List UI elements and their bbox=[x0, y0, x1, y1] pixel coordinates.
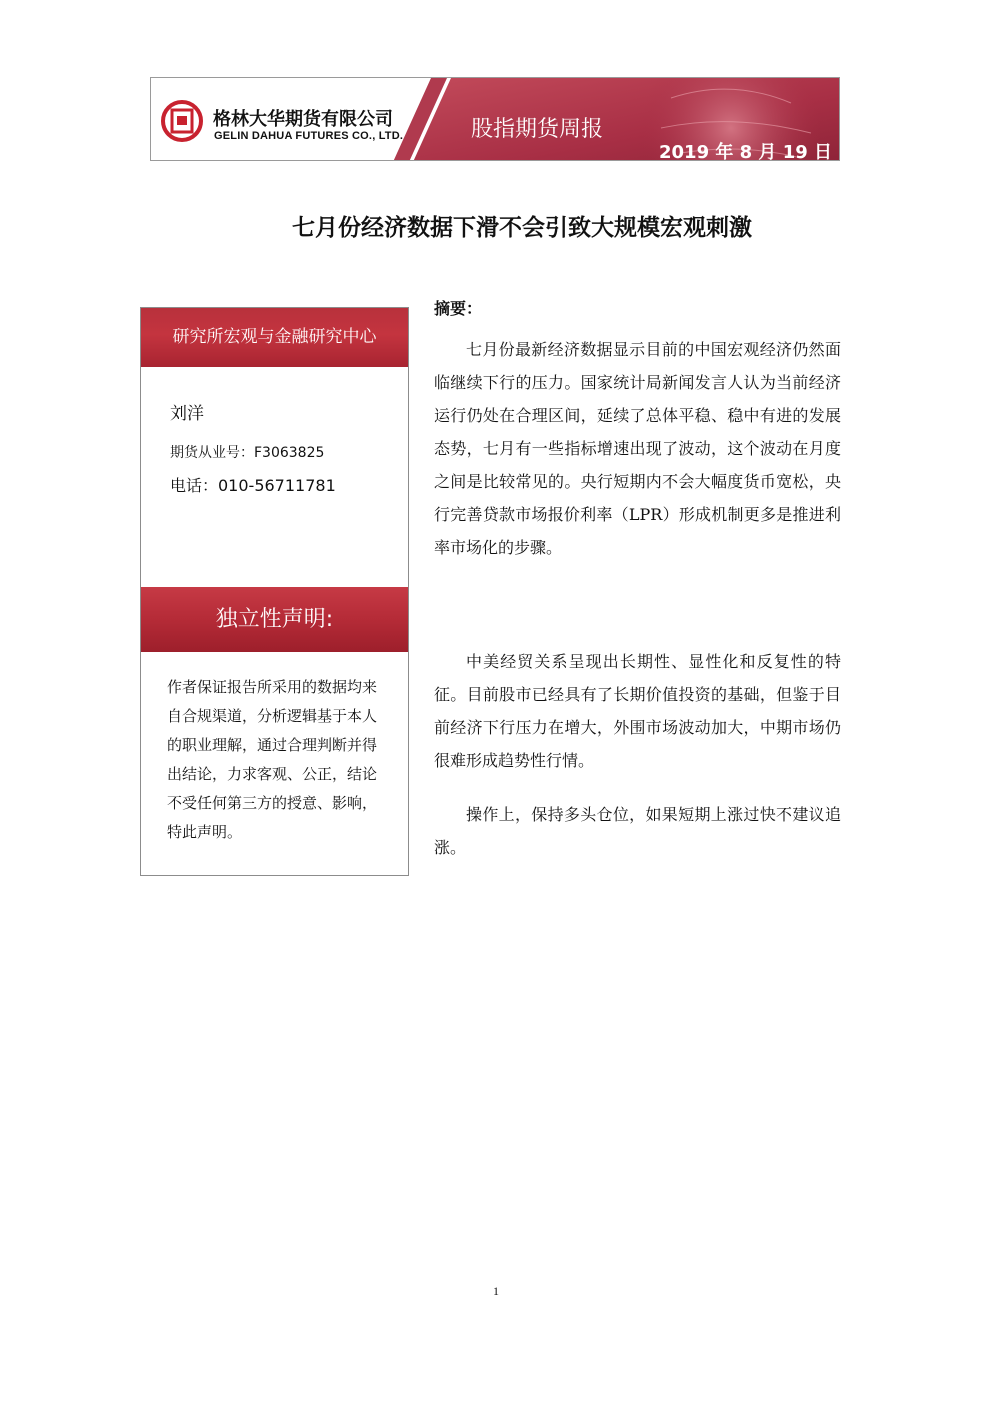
analyst-name: 刘洋 bbox=[170, 404, 204, 424]
abstract-paragraph: 七月份最新经济数据显示目前的中国宏观经济仍然面临继续下行的压力。国家统计局新闻发言人认为当前经济运行仍处在合理区间，延续了总体平稳、稳中有进的发展态势，七月有一些指标增速出现了波动，这个波动在月度之间是比较常见的。央行短期内不会大幅度货币宽松，央行完善贷款市场报价利率（LPR）形成机制更多是推进利率市场化的步骤。 bbox=[434, 340, 841, 557]
abstract-paragraph: 操作上，保持多头仓位，如果短期上涨过快不建议追涨。 bbox=[434, 805, 841, 857]
analyst-sidebar bbox=[140, 307, 409, 876]
declaration-text: 作者保证报告所采用的数据均来自合规渠道，分析逻辑基于本人的职业理解，通过合理判断并得出结论，力求客观、公正，结论不受任何第三方的授意、影响，特此声明。 bbox=[167, 678, 378, 841]
declaration-header: 独立性声明: bbox=[141, 587, 408, 652]
department-header: 研究所宏观与金融研究中心 bbox=[141, 308, 408, 367]
analyst-license: 期货从业号：F3063825 bbox=[170, 445, 325, 461]
abstract-paragraph: 中美经贸关系呈现出长期性、显性化和反复性的特征。目前股市已经具有了长期价值投资的基础，但鉴于目前经济下行压力在增大，外围市场波动加大，中期市场仍很难形成趋势性行情。 bbox=[434, 652, 841, 770]
report-type: 股指期货周报 bbox=[471, 117, 604, 142]
company-name-en: GELIN DAHUA FUTURES CO., LTD. bbox=[214, 130, 404, 142]
abstract-label: 摘要： bbox=[434, 299, 483, 318]
report-date: 2019 年 8 月 19 日 bbox=[659, 142, 833, 161]
page-number: 1 bbox=[493, 1284, 499, 1298]
report-header-banner bbox=[150, 77, 840, 161]
analyst-phone: 电话：010-56711781 bbox=[170, 476, 336, 495]
document-title: 七月份经济数据下滑不会引致大规模宏观刺激 bbox=[292, 214, 752, 241]
company-name-cn: 格林大华期货有限公司 bbox=[213, 109, 393, 130]
